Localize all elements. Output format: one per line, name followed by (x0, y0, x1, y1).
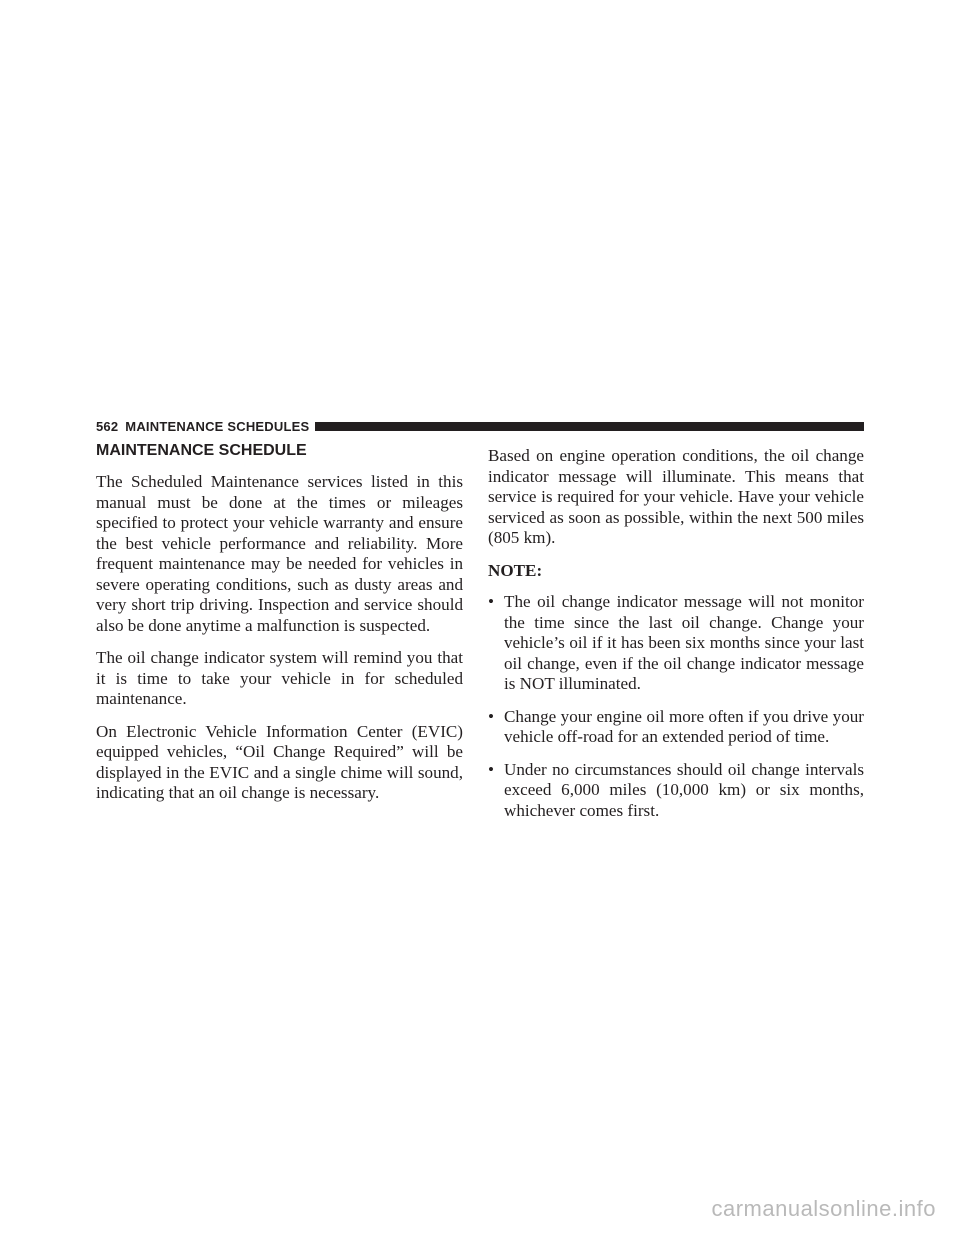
bullet-icon: • (488, 592, 494, 611)
right-column (488, 446, 864, 833)
header-rule (315, 422, 864, 431)
reminder-paragraph: The oil change indicator system will remind you that it is time to take your vehicle in for scheduled maintenance. (96, 648, 463, 708)
page-number: 562 (96, 418, 119, 434)
intro-paragraph: The Scheduled Maintenance services listed in this manual must be done at the times or mileages specified to protect your vehicle warranty and ensure the best vehicle performance and reliability. More frequent maintenance may be needed for vehicles in severe operating conditions, such as dusty areas and very short trip driving. Inspection and service should also be done anytime a malfunction is suspected. (96, 472, 463, 635)
section-heading: MAINTENANCE SCHEDULE (96, 442, 307, 459)
oil-change-paragraph: Based on engine operation conditions, the oil change indicator message will illuminate. This means that service is required for your vehicle. Have your vehicle serviced as soon as possible, within the next 500 miles (805 km). (488, 446, 864, 547)
list-item-text: Under no circumstances should oil change intervals exceed 6,000 miles (10,000 km) or six months, whichever comes first. (504, 759, 864, 820)
bullet-icon: • (488, 706, 494, 726)
list-item-text: Change your engine oil more often if you drive your vehicle off-road for an extended period of time. (504, 706, 864, 746)
bullet-icon: • (488, 759, 494, 779)
list-item (488, 760, 864, 822)
list-item (488, 592, 864, 695)
page-header (96, 416, 864, 436)
section-title: MAINTENANCE SCHEDULES (125, 418, 310, 434)
note-list (488, 592, 864, 821)
left-column (96, 441, 463, 816)
list-item (488, 707, 864, 748)
evic-paragraph: On Electronic Vehicle Information Center (EVIC) equipped vehicles, “Oil Change Required” will be displayed in the EVIC and a single chime will sound, indicating that an oil change is necessary. (96, 721, 463, 802)
note-label: NOTE: (488, 560, 543, 580)
watermark: carmanualsonline.info (711, 1196, 936, 1221)
list-item-text: The oil change indicator message will not monitor the time since the last oil change. Change your vehicle’s oil if it has been six months since your last oil change, even if the oil change indicator message is NOT illuminated. (504, 592, 864, 693)
